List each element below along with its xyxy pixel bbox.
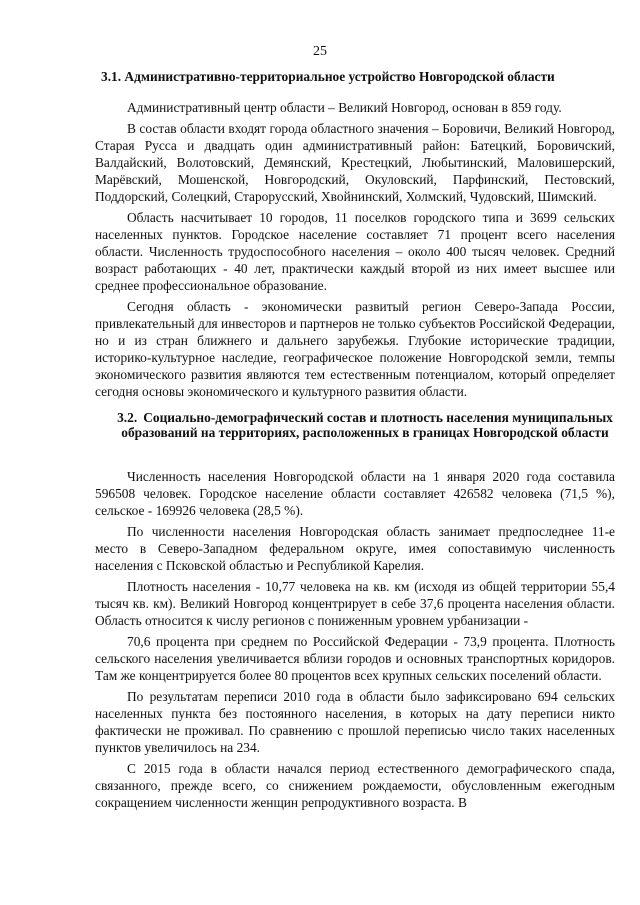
page-number: 25 xyxy=(313,44,327,59)
paragraph: Административный центр области – Великий Новгород, основан в 859 году. xyxy=(127,100,562,115)
paragraph: По численности населения Новгородская область занимает предпоследнее 11-е место в Северо-Западном федеральном округе, имея сопоставимую численность населения с Псковской областью и Республикой Карелия. xyxy=(95,524,615,573)
section-1-body xyxy=(95,99,615,400)
paragraph: Область насчитывает 10 городов, 11 поселков городского типа и 3699 сельских населенных пунктов. Городское население составляет 71 процент всего населения области. Численность трудоспособного населения – около 400 тысяч человек. Средний возраст работающих - 40 лет, практически каждый второй из них имеет высшее или среднее профессиональное образование. xyxy=(95,210,615,293)
paragraph: Численность населения Новгородской области на 1 января 2020 года составила 596508 человек. Городское население области составляет 426582 человека (71,5 %), сельское - 169926 человека (28,5 %). xyxy=(95,469,615,518)
section-heading-3-2 xyxy=(115,410,615,440)
page-content xyxy=(95,68,615,815)
paragraph: Плотность населения - 10,77 человека на кв. км (исходя из общей территории 55,4 тысяч кв. км). Великий Новгород концентрирует в себе 37,6 процента населения области. Область относится к числу регионов с пониженным уровнем урбанизации - xyxy=(95,579,615,628)
section-number: 3.2. xyxy=(117,410,138,425)
paragraph: По результатам переписи 2010 года в области было зафиксировано 694 сельских населенных пункта без постоянного населения, в которых на дату переписи никто фактически не проживал. По сравнению с прошлой переписью число таких населенных пунктов увеличилось на 234. xyxy=(95,689,615,755)
paragraph: В состав области входят города областного значения – Боровичи, Великий Новгород, Старая Русса и двадцать один административный район: Батецкий, Боровичский, Валдайский, Волотовский, Демянский, Крестецкий, Любытинский, Маловишерский, Марёвский, Мошенской, Новгородский, Окуловский, Парфинский, Пестовский, Поддорский, Солецкий, Старорусский, Хвойнинский, Холмский, Чудовский, Шимский. xyxy=(95,121,615,204)
paragraph: 70,6 процента при среднем по Российской Федерации - 73,9 процента. Плотность сельского населения увеличивается вблизи городов и основных транспортных коридоров. Там же концентрируется более 80 процентов всех крупных сельских поселений области. xyxy=(95,634,615,683)
paragraph: Сегодня область - экономически развитый регион Северо-Запада России, привлекательный для инвесторов и партнеров не только субъектов Российской Федерации, но и из стран ближнего и дальнего зарубежья. Глубокие исторические традиции, историко-культурное наследие, географическое положение Новгородской земли, темпы экономического развития являются тем естественным потенциалом, который определяет сегодня основы экономического и культурного развития области. xyxy=(95,299,615,399)
section-heading-3-1: 3.1. Административно-территориальное устройство Новгородской области xyxy=(101,69,555,84)
paragraph: С 2015 года в области начался период естественного демографического спада, связанного, прежде всего, со снижением рождаемости, обусловленным ежегодным сокращением численности женщин репродуктивного возраста. В xyxy=(95,761,615,810)
section-title: Социально-демографический состав и плотность населения муниципальных образований на территориях, расположенных в границах Новгородской области xyxy=(121,410,613,440)
section-2-body xyxy=(95,468,615,811)
